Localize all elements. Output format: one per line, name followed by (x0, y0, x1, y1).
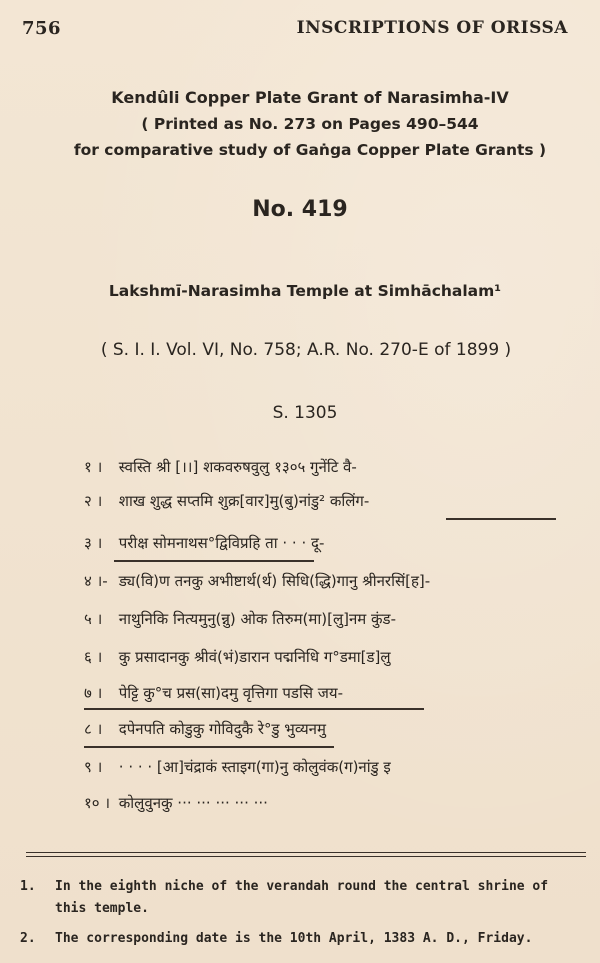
footnotes (20, 876, 580, 950)
line-number: ३ । (84, 534, 103, 552)
line-text: स्वस्ति श्री [।।] शकवरुषवुलु १३०५ गुनेंटि वै- (118, 458, 357, 476)
text-underline (446, 518, 556, 520)
temple-name: Lakshmī-Narasimha Temple at Simhāchalam¹ (108, 282, 502, 300)
line-text: शाख शुद्ध सप्तमि शुक्र[वार]मु(बु)नांडु² कलिंग- (118, 492, 370, 510)
line-number: २ । (84, 492, 103, 510)
line-text: परीक्ष सोमनाथस°द्विविप्रहि ता · · · दू- (118, 534, 325, 552)
line-text: ड्य(वि)ण तनकु अभीष्टार्थ(र्थ) सिधि(द्धि)गानु श्रीनरसिं[ह]- (118, 572, 431, 590)
inscription-line (84, 752, 391, 782)
inscription-line (84, 642, 391, 672)
grant-title: Kendûli Copper Plate Grant of Narasimha-IV (111, 88, 509, 107)
line-text: पेट्टि कु°च प्रस(सा)दमु वृत्तिगा पडसि जय- (118, 684, 343, 702)
footnote-text: The corresponding date is the 10th April, 1383 A. D., Friday. (55, 931, 533, 946)
text-underline (114, 560, 314, 562)
line-number: १ । (84, 458, 103, 476)
line-number: ४ ।- (84, 572, 108, 590)
page-number: 756 (22, 18, 62, 39)
inscription-line (84, 604, 396, 634)
grant-subtitle-line2: for comparative study of Gaṅga Copper Plate Grants ) (73, 141, 547, 159)
line-number: ९ । (84, 758, 103, 776)
inscription-line (84, 714, 326, 744)
inscription-line (84, 566, 430, 596)
inscription-line (84, 788, 268, 818)
inscription-line (84, 452, 357, 482)
footnote (20, 876, 580, 920)
footnote-text: In the eighth niche of the verandah round the central shrine of this temple. (55, 879, 549, 916)
inscription-reference: ( S. I. I. Vol. VI, No. 758; A.R. No. 270-E of 1899 ) (100, 340, 512, 360)
inscription-number: No. 419 (252, 197, 348, 222)
line-number: १० । (84, 794, 111, 812)
line-number: ५ । (84, 610, 103, 628)
footnote-divider (26, 852, 586, 857)
grant-title-block (0, 85, 600, 163)
page-header (22, 18, 568, 44)
running-title: INSCRIPTIONS OF ORISSA (296, 18, 568, 38)
line-number: ६ । (84, 648, 103, 666)
line-text: कोलुवुनकु ··· ··· ··· ··· ··· (118, 794, 268, 812)
line-number: ७ । (84, 684, 103, 702)
text-underline (84, 746, 334, 748)
line-text: नाथुनिकि नित्यमुनु(न्नु) ओक तिरुम(मा)[लु]नम कुंड- (118, 610, 396, 628)
line-number: ८ । (84, 720, 103, 738)
inscription-line (84, 528, 324, 558)
inscription-line (84, 486, 369, 516)
footnote (20, 928, 580, 950)
footnote-number: 1. (20, 879, 36, 894)
grant-subtitle-line1: ( Printed as No. 273 on Pages 490–544 (141, 115, 479, 133)
line-text: · · · · [आ]चंद्राकं स्ताइग(गा)नु कोलुवंक(ग)नांडु इ (118, 758, 391, 776)
inscription-line (84, 678, 343, 708)
line-text: दपेनपति कोडुकु गोविदुकै रे°डु भुव्यनमु (118, 720, 326, 738)
text-underline (84, 708, 424, 710)
footnote-number: 2. (20, 931, 36, 946)
inscription-date: S. 1305 (272, 403, 338, 423)
line-text: कु प्रसादानकु श्रीवं(भं)डारान पद्मनिधि ग°डमा[ड]लु (118, 648, 391, 666)
